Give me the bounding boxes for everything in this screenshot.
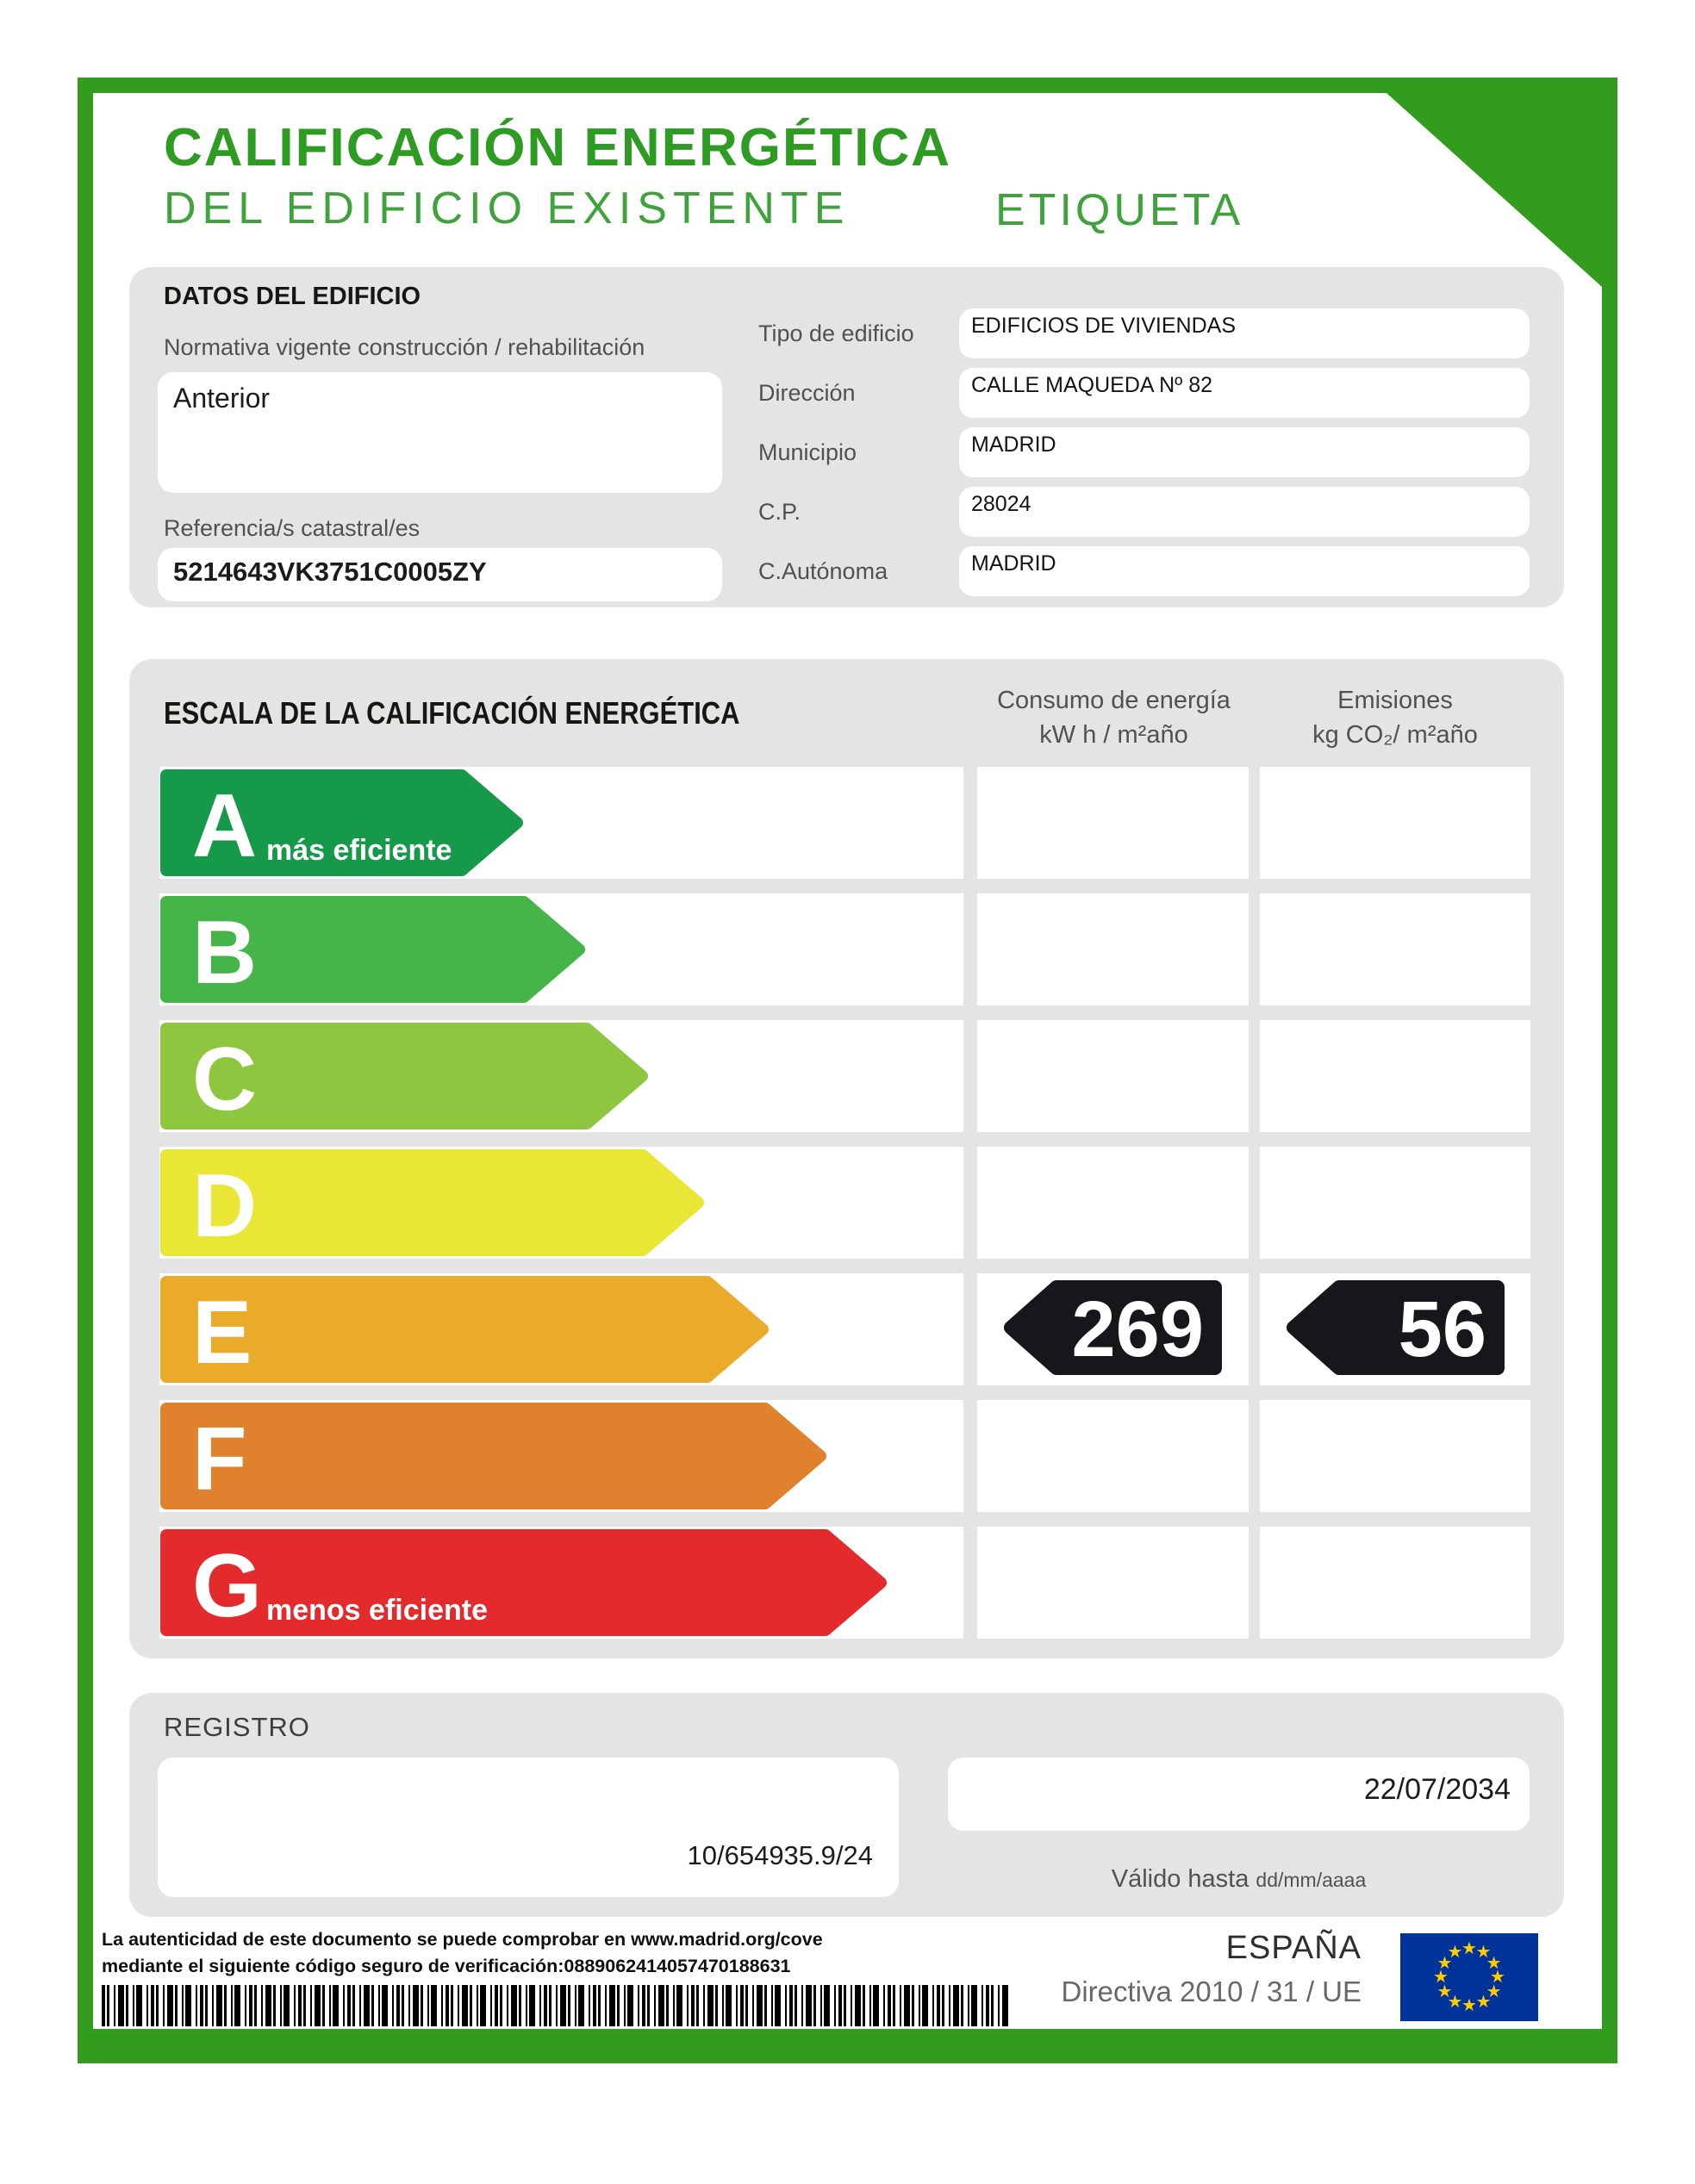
column-gap	[963, 1020, 977, 1132]
country-label: ESPAÑA	[1225, 1930, 1362, 1966]
registro-number-box	[158, 1758, 899, 1897]
rating-arrow-f	[159, 1402, 827, 1510]
consumo-header-line2: kW h / m²año	[1039, 721, 1188, 749]
eu-flag-star: ★	[1447, 1992, 1463, 2012]
column-gap	[963, 1527, 977, 1639]
column-gap	[1249, 767, 1260, 879]
page-subtitle: DEL EDIFICIO EXISTENTE	[164, 184, 851, 233]
rating-row-a	[159, 767, 1530, 879]
valid-until-date: 22/07/2034	[1363, 1773, 1511, 1806]
column-gap	[963, 767, 977, 879]
corner-triangle-decoration	[1387, 93, 1602, 287]
authenticity-line1: La autenticidad de este documento se puede comprobar en www.madrid.org/cove	[102, 1929, 823, 1950]
svg-text:269: 269	[1071, 1285, 1204, 1373]
column-gap	[1249, 1400, 1260, 1512]
building-field-value-box: MADRID	[959, 427, 1530, 477]
valid-until-caption	[948, 1865, 1530, 1894]
rating-band-d	[159, 1147, 963, 1259]
rating-row-b	[159, 893, 1530, 1005]
building-field-row	[758, 546, 1530, 596]
registro-number: 10/654935.9/24	[687, 1840, 873, 1870]
page-title: CALIFICACIÓN ENERGÉTICA	[164, 118, 951, 177]
column-gap	[1249, 1147, 1260, 1259]
column-gap	[1249, 1273, 1260, 1385]
column-gap	[963, 1400, 977, 1512]
emisiones-cell-b	[1260, 893, 1530, 1005]
consumo-cell-c	[977, 1020, 1249, 1132]
svg-text:más eficiente: más eficiente	[266, 834, 452, 867]
rating-arrow-d	[159, 1148, 705, 1257]
column-gap	[1249, 1020, 1260, 1132]
eu-flag-star: ★	[1436, 1953, 1453, 1973]
authenticity-note	[102, 1926, 823, 1980]
referencia-label: Referencia/s catastral/es	[164, 515, 421, 541]
svg-text:F: F	[192, 1409, 247, 1509]
column-gap	[963, 1147, 977, 1259]
normativa-value: Anterior	[173, 383, 271, 414]
building-field-label: C.P.	[758, 498, 801, 525]
registro-section-title: REGISTRO	[164, 1712, 310, 1742]
frame-content	[93, 93, 1602, 2029]
column-gap	[963, 893, 977, 1005]
rating-row-g	[159, 1527, 1530, 1639]
building-section-title: DATOS DEL EDIFICIO	[164, 283, 421, 310]
consumo-header-line1: Consumo de energía	[997, 687, 1231, 714]
eu-flag-star: ★	[1475, 1943, 1492, 1963]
consumo-value-tag	[1003, 1279, 1223, 1376]
rating-band-a	[159, 767, 963, 879]
svg-text:menos eficiente: menos eficiente	[266, 1594, 488, 1627]
building-field-row	[758, 368, 1530, 418]
eu-flag-star: ★	[1486, 1982, 1502, 2001]
consumo-cell-d	[977, 1147, 1249, 1259]
svg-text:A: A	[192, 776, 258, 876]
eu-flag-star: ★	[1486, 1953, 1502, 1973]
consumo-cell-g	[977, 1527, 1249, 1639]
valido-label: Válido hasta	[1111, 1865, 1256, 1893]
valido-format: dd/mm/aaaa	[1256, 1869, 1367, 1891]
consumo-column-header	[978, 683, 1249, 752]
registro-panel	[129, 1693, 1564, 1917]
building-field-row	[758, 308, 1530, 358]
scale-section-title: ESCALA DE LA CALIFICACIÓN ENERGÉTICA	[164, 695, 740, 731]
consumo-cell-b	[977, 893, 1249, 1005]
rating-band-f	[159, 1400, 963, 1512]
normativa-label: Normativa vigente construcción / rehabilitación	[164, 334, 645, 360]
emisiones-cell-c	[1260, 1020, 1530, 1132]
consumo-cell-e	[977, 1273, 1249, 1385]
emisiones-cell-f	[1260, 1400, 1530, 1512]
emisiones-value-tag	[1286, 1279, 1505, 1376]
rating-row-f	[159, 1400, 1530, 1512]
rating-band-g	[159, 1527, 963, 1639]
rating-arrow-a	[159, 768, 524, 877]
rating-arrow-c	[159, 1022, 649, 1130]
rating-band-e	[159, 1273, 963, 1385]
svg-text:56: 56	[1398, 1285, 1486, 1373]
referencia-value-box	[158, 548, 722, 601]
eu-flag-star: ★	[1436, 1982, 1453, 2001]
building-fields	[758, 308, 1530, 606]
eu-flag-star: ★	[1490, 1968, 1505, 1987]
svg-text:E: E	[192, 1283, 252, 1383]
normativa-value-box	[158, 372, 722, 493]
building-field-value-box: CALLE MAQUEDA Nº 82	[959, 368, 1530, 418]
green-frame	[78, 78, 1617, 2063]
emisiones-header-line2: kg CO₂/ m²año	[1312, 721, 1478, 749]
building-field-label: Municipio	[758, 439, 857, 465]
energy-scale-panel	[129, 659, 1564, 1658]
building-field-row	[758, 427, 1530, 477]
consumo-cell-f	[977, 1400, 1249, 1512]
footer-country-block	[913, 1930, 1362, 2008]
rating-row-c	[159, 1020, 1530, 1132]
etiqueta-label: ETIQUETA	[995, 185, 1244, 235]
emisiones-cell-e	[1260, 1273, 1530, 1385]
consumo-cell-a	[977, 767, 1249, 879]
eu-flag-star: ★	[1461, 1996, 1477, 2015]
rating-arrow-e	[159, 1275, 770, 1384]
emisiones-header-line1: Emisiones	[1337, 687, 1453, 714]
building-field-row	[758, 487, 1530, 537]
svg-text:B: B	[192, 903, 258, 1003]
eu-flag-star: ★	[1433, 1968, 1449, 1987]
valid-until-date-box	[948, 1758, 1530, 1831]
eu-flag-star: ★	[1447, 1943, 1463, 1963]
building-field-value-box: EDIFICIOS DE VIVIENDAS	[959, 308, 1530, 358]
emisiones-column-header	[1260, 683, 1530, 752]
rating-band-b	[159, 893, 963, 1005]
building-field-value-box: 28024	[959, 487, 1530, 537]
building-field-label: Tipo de edificio	[758, 320, 914, 346]
authenticity-line2: mediante el siguiente código seguro de verificación:0889062414057470188631	[102, 1956, 791, 1976]
eu-flag-star: ★	[1461, 1939, 1477, 1958]
emisiones-cell-a	[1260, 767, 1530, 879]
rating-rows	[159, 767, 1530, 1653]
directive-label: Directiva 2010 / 31 / UE	[1061, 1976, 1362, 2007]
building-field-label: C.Autónoma	[758, 557, 888, 584]
eu-flag-star: ★	[1475, 1992, 1492, 2012]
emisiones-cell-g	[1260, 1527, 1530, 1639]
referencia-value: 5214643VK3751C0005ZY	[173, 557, 487, 587]
building-field-label: Dirección	[758, 379, 856, 406]
rating-row-e	[159, 1273, 1530, 1385]
building-data-panel	[129, 267, 1564, 607]
svg-text:G: G	[192, 1536, 262, 1636]
rating-row-d	[159, 1147, 1530, 1259]
svg-text:C: C	[192, 1030, 258, 1129]
emisiones-cell-d	[1260, 1147, 1530, 1259]
svg-text:D: D	[192, 1156, 258, 1256]
rating-arrow-b	[159, 895, 586, 1004]
building-field-value-box: MADRID	[959, 546, 1530, 596]
eu-flag-icon	[1400, 1933, 1538, 2021]
column-gap	[963, 1273, 977, 1385]
column-gap	[1249, 1527, 1260, 1639]
rating-band-c	[159, 1020, 963, 1132]
rating-arrow-g	[159, 1528, 888, 1637]
barcode	[102, 1985, 1008, 2026]
column-gap	[1249, 893, 1260, 1005]
